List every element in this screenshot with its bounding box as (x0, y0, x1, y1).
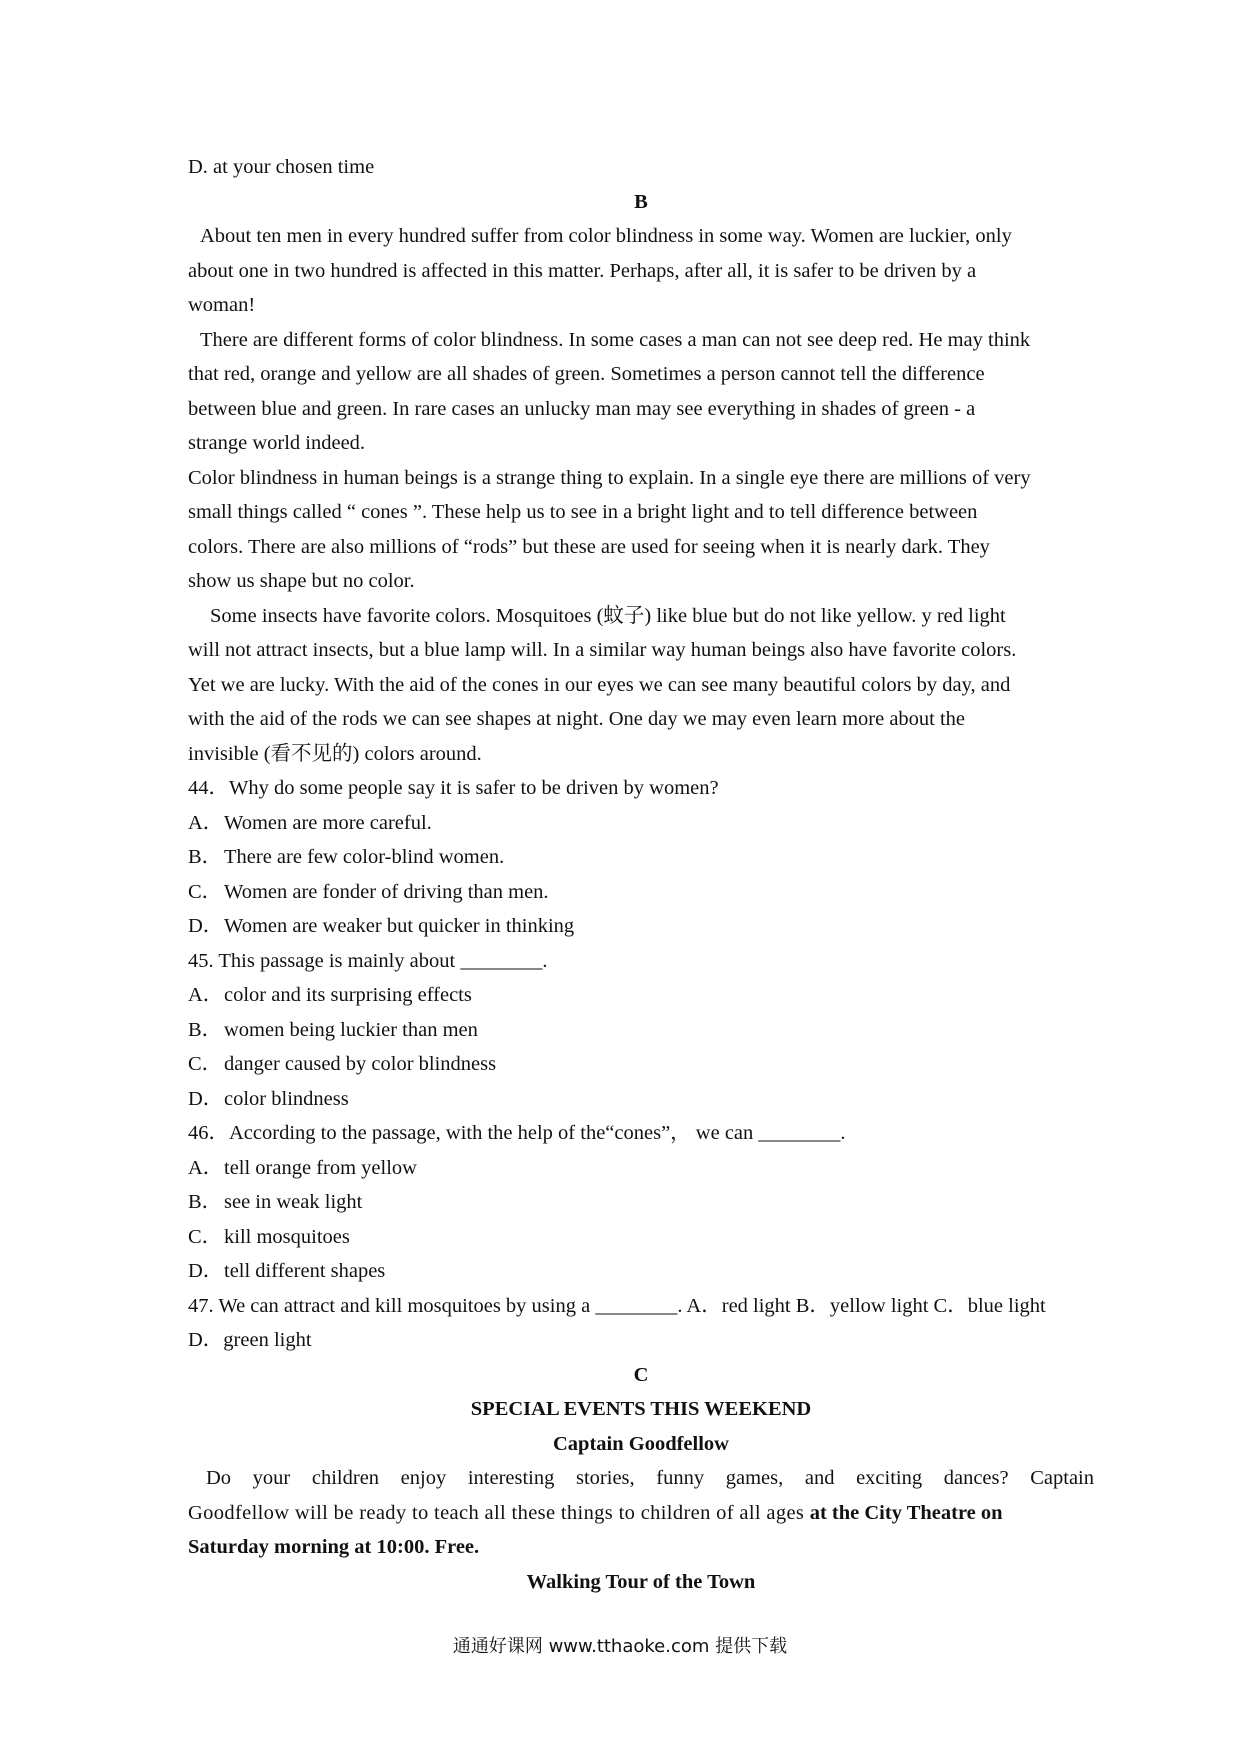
option-c (188, 1047, 1094, 1082)
question-47 (188, 1289, 1094, 1358)
option-text: Women are more careful. (224, 811, 432, 834)
event1-description (188, 1461, 1094, 1565)
option-text: tell orange from yellow (224, 1156, 417, 1179)
para3-line: Color blindness in human beings is a strange thing to explain. In a single eye there are millions of very (188, 466, 1031, 489)
para2-line: strange world indeed. (188, 432, 366, 454)
option-letter: D． (188, 1087, 224, 1110)
option-d (188, 1254, 1094, 1289)
para1-line: About ten men in every hundred suffer from color blindness in some way. Women are luckier, only (200, 225, 1012, 247)
option-letter: A． (188, 1156, 224, 1179)
para2-line: between blue and green. In rare cases an unlucky man may see everything in shades of green - a (188, 397, 976, 420)
question-stem: 45. This passage is mainly about ________. (188, 949, 548, 972)
option-text: Women are weaker but quicker in thinking (224, 915, 575, 937)
option-letter: D． (188, 915, 224, 937)
option-text: Women are fonder of driving than men. (224, 880, 549, 903)
question-44 (188, 771, 1094, 944)
para4-line: Yet we are lucky. With the aid of the cones in our eyes we can see many beautiful colors by day, and (188, 673, 1011, 696)
option-a (188, 806, 1094, 841)
option-letter: B． (188, 1018, 223, 1041)
para3-line: small things called “ cones ”. These help us to see in a bright light and to tell difference between (188, 501, 978, 523)
option-d: D．green light (188, 1329, 312, 1351)
question-stem: 46．According to the passage, with the help of the“cones”， we can ________. (188, 1122, 846, 1144)
passage-b-para3 (188, 461, 1094, 599)
event1-line (188, 1496, 1094, 1531)
option-b (188, 840, 1094, 875)
para1-line: about one in two hundred is affected in this matter. Perhaps, after all, it is safer to be driven by a (188, 259, 977, 282)
option-letter: A． (188, 984, 224, 1006)
passage-b-para1 (188, 219, 1094, 323)
event1-line: Saturday morning at 10:00. Free. (188, 1536, 480, 1558)
para3-line: colors. There are also millions of “rods” but these are used for seeing when it is nearly dark. They (188, 535, 990, 558)
question-stem: 47. We can attract and kill mosquitoes by using a ________. A．red light B．yellow light C．blue light (188, 1294, 1046, 1317)
para4-line: with the aid of the rods we can see shapes at night. One day we may even learn more about the (188, 708, 966, 730)
para1-line: woman! (188, 294, 256, 316)
option-text: tell different shapes (224, 1260, 386, 1282)
option-b (188, 1185, 1094, 1220)
top-option-d: D. at your chosen time (188, 156, 375, 178)
para3-line: show us shape but no color. (188, 570, 415, 592)
events-title: SPECIAL EVENTS THIS WEEKEND (470, 1398, 812, 1420)
event1-text: Goodfellow will be ready to teach all these things to children of all ages (188, 1501, 810, 1524)
para2-line: that red, orange and yellow are all shades of green. Sometimes a person cannot tell the difference (188, 363, 985, 385)
option-text: kill mosquitoes (224, 1225, 350, 1248)
option-text: see in weak light (224, 1191, 363, 1213)
section-c-heading: C (633, 1363, 649, 1386)
para2-line: There are different forms of color blindness. In some cases a man can not see deep red. He may think (200, 328, 1031, 351)
question-45 (188, 944, 1094, 1117)
option-c (188, 1220, 1094, 1255)
option-text: color blindness (224, 1087, 349, 1110)
option-b (188, 1013, 1094, 1048)
option-text: There are few color-blind women. (224, 846, 505, 868)
para4-line: Some insects have favorite colors. Mosquitoes (蚊子) like blue but do not like yellow. y red light (210, 604, 1006, 627)
option-letter: C． (188, 1225, 223, 1248)
footer-source: 通通好课网 www.tthaoke.com 提供下载 (452, 1636, 788, 1657)
section-b-heading: B (634, 190, 648, 213)
option-letter: A． (188, 811, 224, 834)
document-body (188, 150, 1094, 1599)
option-d (188, 1082, 1094, 1117)
option-text: women being luckier than men (224, 1018, 478, 1041)
question-stem: 44．Why do some people say it is safer to be driven by women? (188, 777, 719, 799)
passage-b-para4 (188, 599, 1094, 772)
event1-bold-text: at the City Theatre on (809, 1501, 1003, 1524)
option-d (188, 909, 1094, 944)
option-letter: C． (188, 880, 223, 903)
option-letter: B． (188, 846, 223, 868)
option-letter: D． (188, 1260, 224, 1282)
event1-line: Do your children enjoy interesting stories, funny games, and exciting dances? Captain (206, 1467, 1094, 1489)
option-text: danger caused by color blindness (224, 1053, 497, 1075)
option-a (188, 1151, 1094, 1186)
question-46 (188, 1116, 1094, 1289)
para4-line: will not attract insects, but a blue lamp will. In a similar way human beings also have favorite colors. (188, 639, 1017, 661)
option-a (188, 978, 1094, 1013)
option-c (188, 875, 1094, 910)
option-text: color and its surprising effects (224, 984, 472, 1006)
option-letter: C． (188, 1053, 223, 1075)
event1-title: Captain Goodfellow (553, 1432, 729, 1455)
option-letter: B． (188, 1191, 223, 1213)
event2-title: Walking Tour of the Town (526, 1570, 756, 1593)
passage-b-para2 (188, 323, 1094, 461)
para4-line: invisible (看不见的) colors around. (188, 742, 482, 765)
